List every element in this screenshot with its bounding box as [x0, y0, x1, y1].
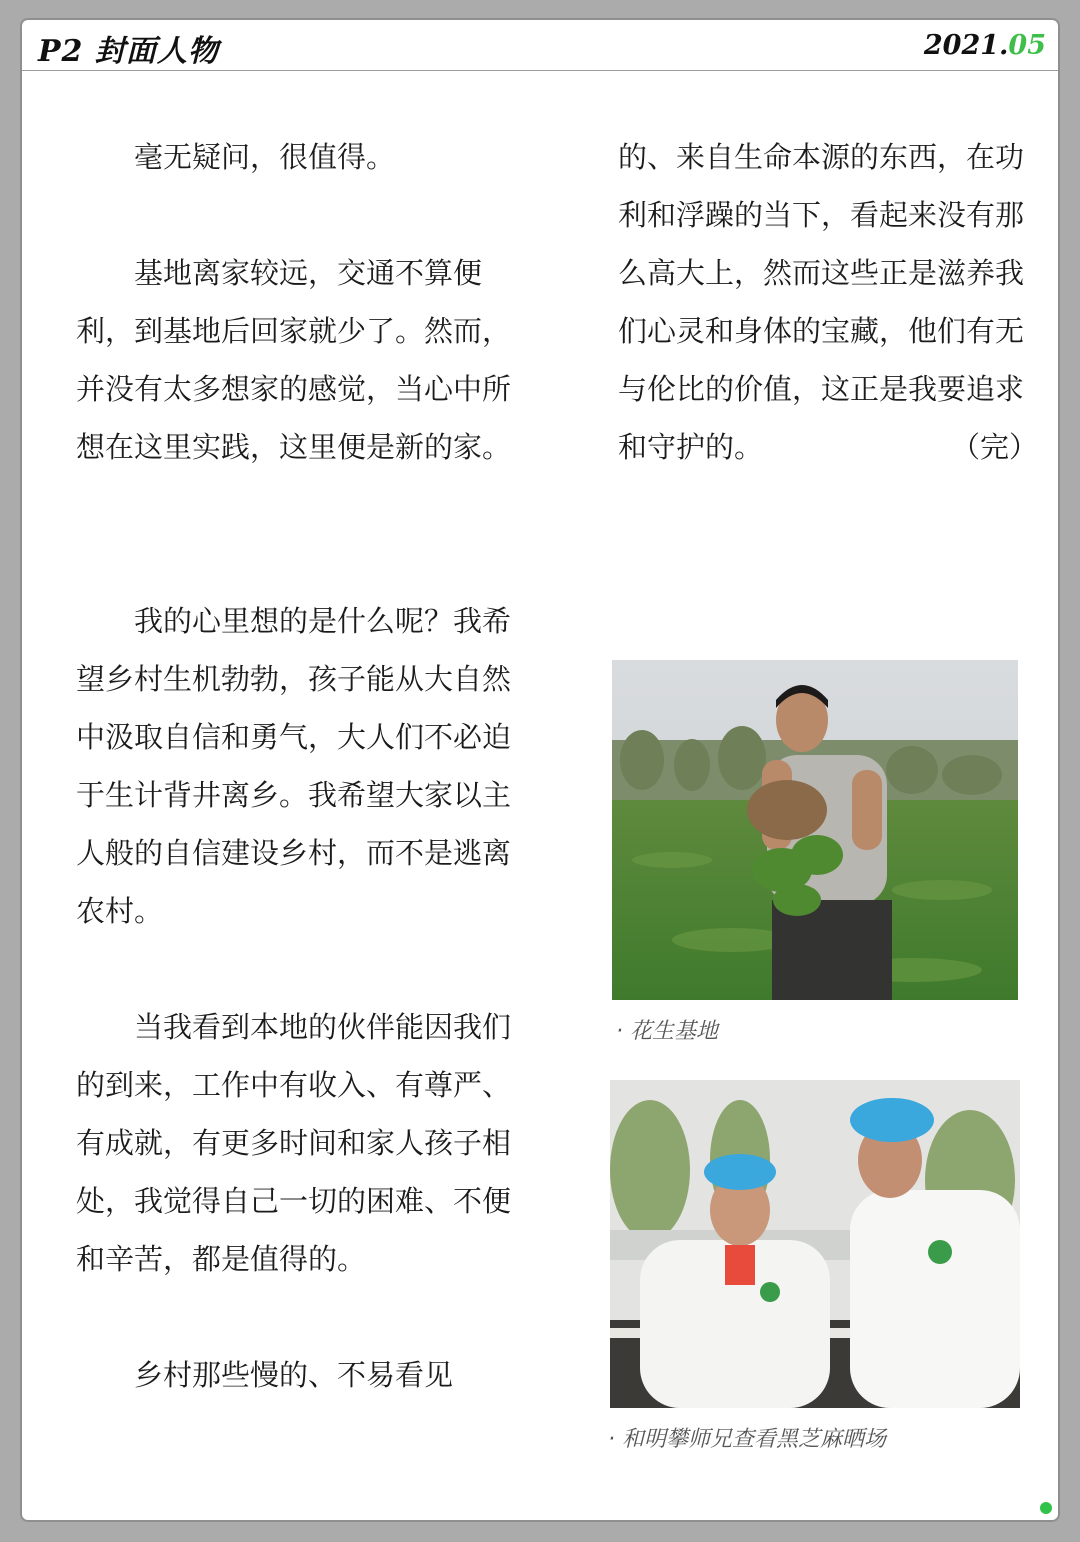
- paragraph-3: 我的心里想的是什么呢？我希望乡村生机勃勃，孩子能从大自然中汲取自信和勇气，大人们不必迫于生计背井离乡。我希望大家以主人般的自信建设乡村，而不是逃离农村。: [76, 604, 512, 928]
- sesame-drying-image: [610, 1080, 1020, 1408]
- photo1-caption: · 花生基地: [616, 1019, 718, 1044]
- page-header: [22, 20, 1058, 71]
- peanut-field-image: [612, 660, 1018, 1000]
- paragraph-6: [618, 128, 1038, 476]
- issue-date: [924, 30, 1046, 61]
- page-section-label: P2 封面人物: [38, 34, 219, 69]
- peanut-field-photo: [612, 660, 1018, 1000]
- left-text-column: [76, 128, 516, 1404]
- sesame-drying-photo: [610, 1080, 1020, 1408]
- issue-month: 05: [1008, 30, 1046, 61]
- issue-year: 2021.: [923, 30, 1009, 61]
- paragraph-5: 乡村那些慢的、不易看见: [134, 1358, 454, 1392]
- photo2-caption: · 和明攀师兄查看黑芝麻晒场: [608, 1427, 886, 1452]
- right-text-column: [618, 128, 1038, 476]
- paragraph-4: 当我看到本地的伙伴能因我们的到来，工作中有收入、有尊严、有成就，有更多时间和家人孩子相处，我觉得自己一切的困难、不便和辛苦，都是值得的。: [76, 1010, 512, 1276]
- magazine-page: [20, 18, 1060, 1522]
- paragraph-1: 毫无疑问，很值得。: [134, 140, 396, 174]
- paragraph-6-text: 的、来自生命本源的东西，在功利和浮躁的当下，看起来没有那么高大上，然而这些正是滋养我们心灵和身体的宝藏，他们有无与伦比的价值，这正是我要追求和守护的。: [618, 140, 1025, 464]
- end-mark: （完）: [950, 430, 1038, 464]
- page-corner-dot: [1040, 1502, 1052, 1514]
- paragraph-2: 基地离家较远，交通不算便利，到基地后回家就少了。然而，并没有太多想家的感觉，当心中所想在这里实践，这里便是新的家。: [76, 256, 512, 464]
